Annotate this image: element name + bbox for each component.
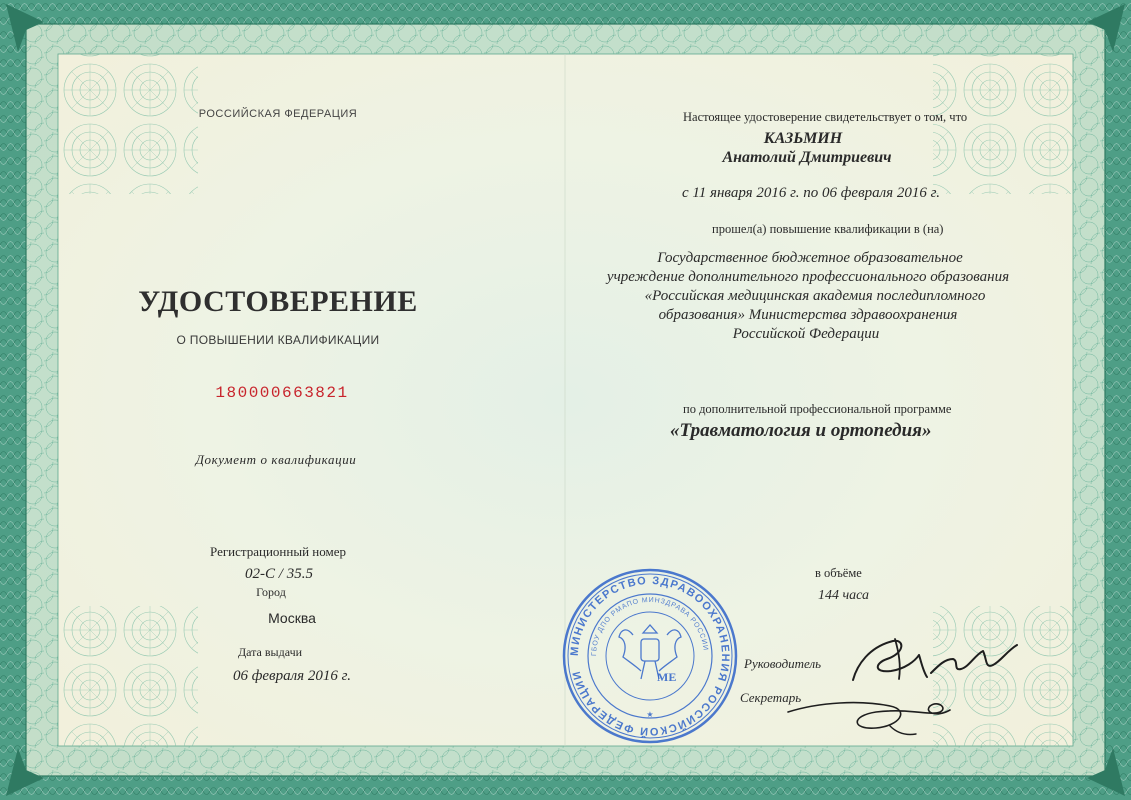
- issue-date-label: Дата выдачи: [237, 645, 303, 659]
- secretary-signature: [780, 686, 980, 746]
- seal-center-text: МЕ: [657, 670, 677, 684]
- program-label: по дополнительной профессиональной программе: [683, 402, 952, 416]
- certificate-number: 180000663821: [215, 384, 349, 402]
- organization-line: образования» Министерства здравоохранения: [658, 307, 958, 323]
- program-name: «Травматология и ортопедия»: [670, 420, 932, 441]
- document-type: Документ о квалификации: [195, 452, 357, 467]
- certificate-subtitle: О ПОВЫШЕНИИ КВАЛИФИКАЦИИ: [176, 333, 380, 347]
- intro-text: Настоящее удостоверение свидетельствует о том, что: [683, 110, 968, 124]
- holder-name: Анатолий Дмитриевич: [722, 149, 892, 166]
- organization-line: «Российская медицинская академия последипломного: [644, 288, 986, 304]
- volume-label: в объёме: [815, 566, 862, 580]
- head-label: Руководитель: [744, 656, 822, 671]
- seal-inner-text: ГБОУ ДПО РМАПО МИНЗДРАВА РОССИИ: [590, 596, 709, 657]
- svg-text:ГБОУ ДПО РМАПО МИНЗДРАВА РОССИ: [591, 597, 709, 656]
- holder-surname: КАЗЬМИН: [763, 130, 843, 147]
- registration-label: Регистрационный номер: [210, 544, 346, 559]
- seal-ring-text: МИНИСТЕРСТВО ЗДРАВООХРАНЕНИЯ РОССИЙСКОЙ ФЕДЕРАЦИИ: [568, 574, 732, 738]
- star-icon: ★: [646, 710, 654, 719]
- volume-value: 144 часа: [818, 588, 870, 603]
- organization-line: Российской Федерации: [732, 326, 880, 342]
- organization-line: учреждение дополнительного профессионального образования: [606, 269, 1010, 285]
- country-label: РОССИЙСКАЯ ФЕДЕРАЦИЯ: [198, 108, 358, 120]
- head-signature: [835, 625, 1035, 695]
- secretary-label: Секретарь: [740, 690, 802, 705]
- passed-text: прошел(а) повышение квалификации в (на): [712, 222, 944, 236]
- city-label: Город: [256, 585, 286, 599]
- issue-date-value: 06 февраля 2016 г.: [233, 668, 351, 684]
- certificate-title: УДОСТОВЕРЕНИЕ: [138, 285, 418, 318]
- official-seal: [561, 567, 739, 745]
- registration-value: 02-С / 35.5: [245, 566, 313, 582]
- training-period: с 11 января 2016 г. по 06 февраля 2016 г.: [681, 185, 941, 201]
- city-value: Москва: [268, 610, 316, 626]
- organization-line: Государственное бюджетное образовательное: [657, 250, 963, 266]
